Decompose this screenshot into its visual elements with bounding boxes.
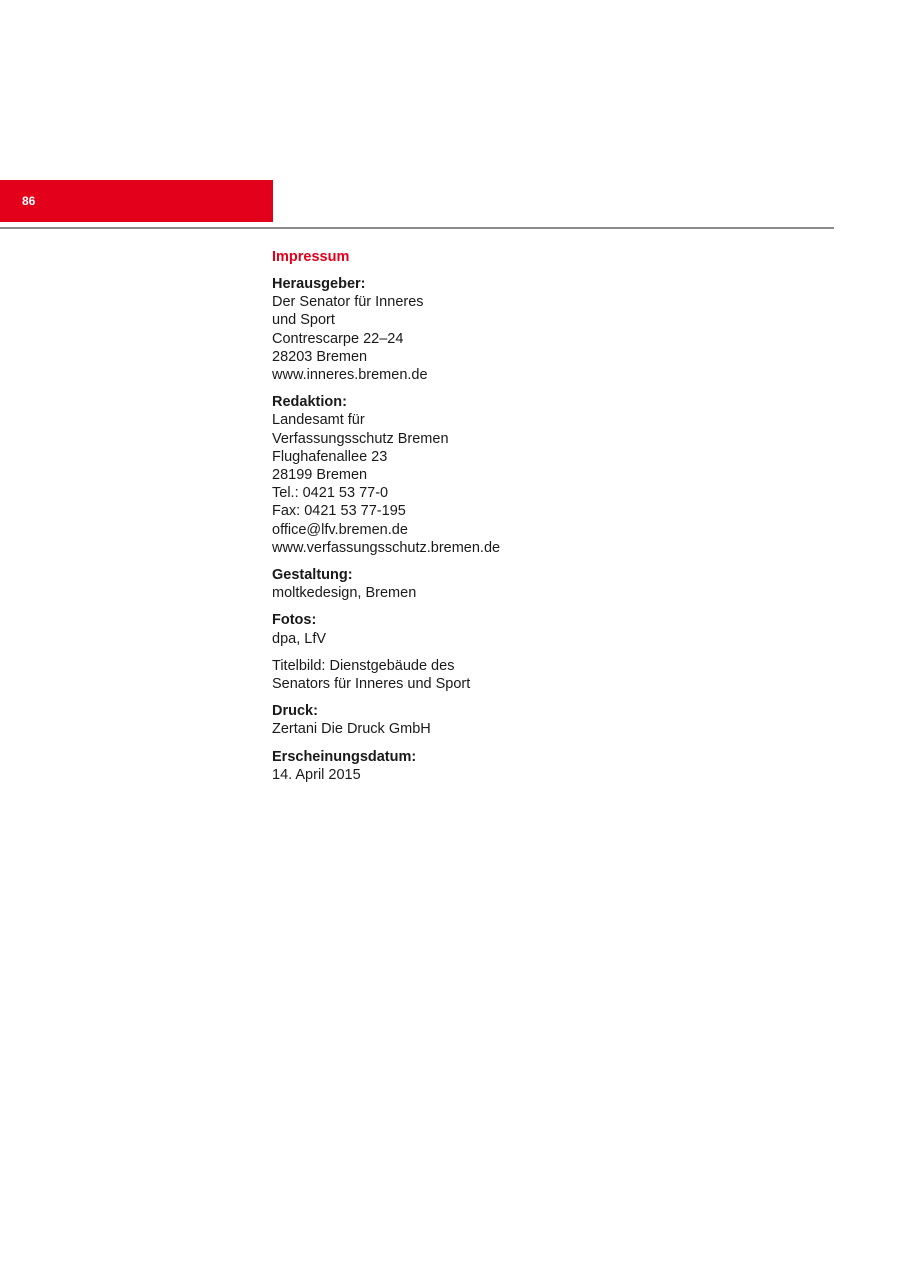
section-line: Contrescarpe 22–24 <box>272 330 404 347</box>
fax-number: Fax: 0421 53 77-195 <box>272 503 406 520</box>
page-number: 86 <box>22 194 36 208</box>
section-line: Zertani Die Druck GmbH <box>272 721 431 738</box>
section-heading: Druck: <box>272 703 318 720</box>
section-heading: Fotos: <box>272 612 317 629</box>
section-line: Verfassungsschutz Bremen <box>272 430 449 447</box>
section-line: Der Senator für Inneres <box>272 294 424 311</box>
section-line: Flughafenallee 23 <box>272 448 388 465</box>
section-line: 14. April 2015 <box>272 766 361 783</box>
section-heading: Redaktion: <box>272 394 347 411</box>
impressum-content <box>272 248 792 793</box>
section-heading: Erscheinungsdatum: <box>272 748 417 765</box>
website-link[interactable]: www.verfassungsschutz.bremen.de <box>272 539 501 556</box>
section-line: und Sport <box>272 312 335 329</box>
section-line: Titelbild: Dienstgebäude des <box>272 657 455 674</box>
section-gestaltung <box>272 566 792 602</box>
impressum-title: Impressum <box>272 249 350 265</box>
email-link[interactable]: office@lfv.bremen.de <box>272 521 408 538</box>
section-line: Senators für Inneres und Sport <box>272 676 471 693</box>
page-number-tab <box>0 180 273 222</box>
section-line: Landesamt für <box>272 412 365 429</box>
section-titelbild <box>272 657 792 693</box>
section-line: moltkedesign, Bremen <box>272 585 417 602</box>
section-line: 28199 Bremen <box>272 467 368 484</box>
section-herausgeber <box>272 275 792 384</box>
section-heading: Herausgeber: <box>272 276 366 292</box>
section-heading: Gestaltung: <box>272 567 353 584</box>
section-redaktion <box>272 393 792 557</box>
section-erscheinungsdatum <box>272 748 792 784</box>
phone-number: Tel.: 0421 53 77-0 <box>272 485 389 502</box>
header-rule <box>0 227 834 229</box>
section-line: dpa, LfV <box>272 630 327 647</box>
section-druck <box>272 702 792 738</box>
section-fotos <box>272 611 792 647</box>
section-line: 28203 Bremen <box>272 348 368 365</box>
website-link[interactable]: www.inneres.bremen.de <box>272 367 428 384</box>
